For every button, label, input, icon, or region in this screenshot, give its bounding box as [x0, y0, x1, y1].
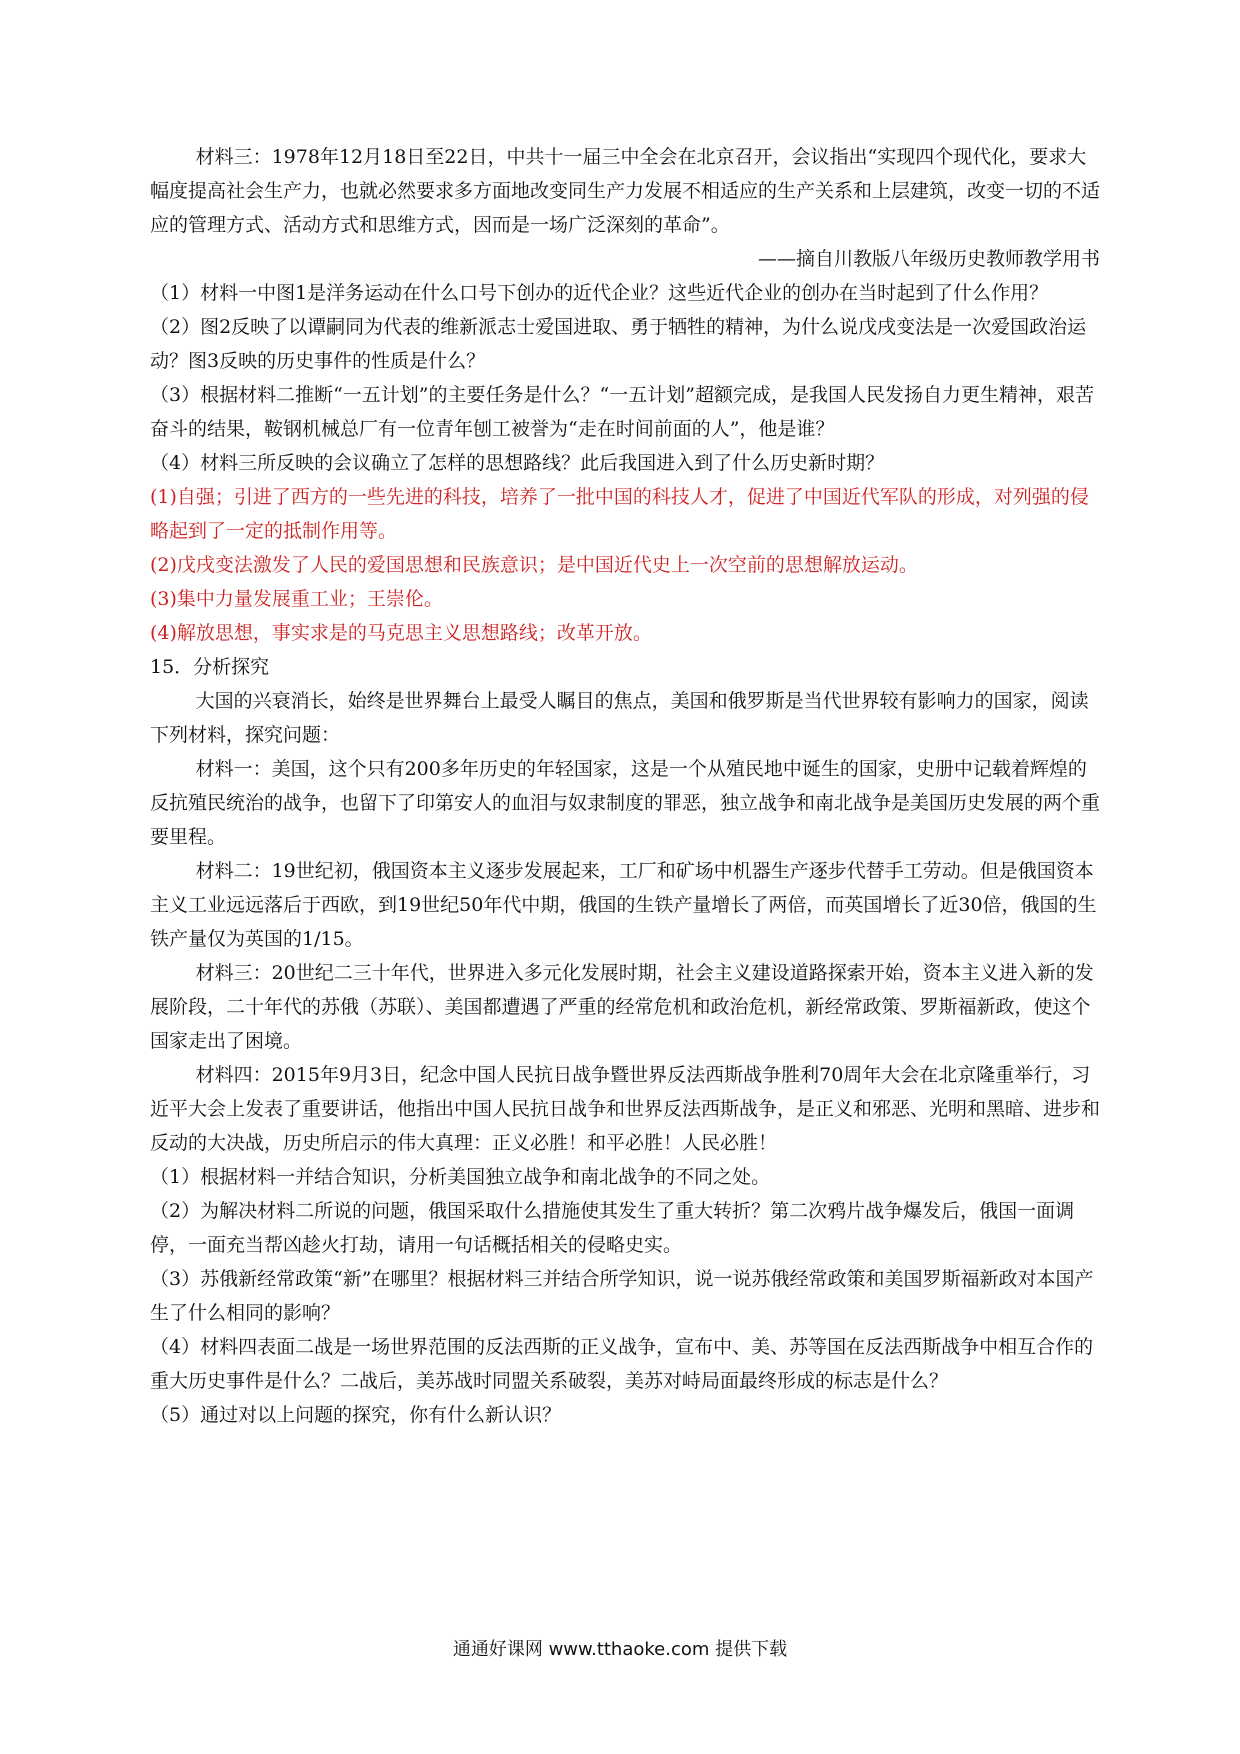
question-15-intro: 大国的兴衰消长，始终是世界舞台上最受人瞩目的焦点，美国和俄罗斯是当代世界较有影响力的国家，阅读下列材料，探究问题： — [150, 690, 1089, 746]
answer-14-1: (1)自强；引进了西方的一些先进的科技，培养了一批中国的科技人才，促进了中国近代军队的形成，对列强的侵略起到了一定的抵制作用等。 — [150, 486, 1089, 542]
material3-source: ——摘自川教版八年级历史教师教学用书 — [757, 248, 1100, 270]
question-15-3: （3）苏俄新经常政策“新”在哪里？根据材料三并结合所学知识，说一说苏俄经常政策和美国罗斯福新政对本国产生了什么相同的影响？ — [150, 1268, 1094, 1324]
page-footer: 通通好课网 www.tthaoke.com 提供下载 — [452, 1639, 788, 1660]
material-15-1: 材料一：美国，这个只有200多年历史的年轻国家，这是一个从殖民地中诞生的国家，史册中记载着辉煌的反抗殖民统治的战争，也留下了印第安人的血泪与奴隶制度的罪恶，独立战争和南北战争是美国历史发展的两个重要里程。 — [150, 758, 1101, 848]
question-14-3: （3）根据材料二推断“一五计划”的主要任务是什么？“一五计划”超额完成，是我国人民发扬自力更生精神，艰苦奋斗的结果，鞍钢机械总厂有一位青年刨工被誉为“走在时间前面的人”，他是谁？ — [150, 384, 1094, 440]
material-15-2: 材料二：19世纪初，俄国资本主义逐步发展起来，工厂和矿场中机器生产逐步代替手工劳动。但是俄国资本主义工业远远落后于西欧，到19世纪50年代中期，俄国的生铁产量增长了两倍，而英国增长了近30倍，俄国的生铁产量仅为英国的1/15。 — [150, 860, 1097, 950]
material-15-3: 材料三：20世纪二三十年代，世界进入多元化发展时期，社会主义建设道路探索开始，资本主义进入新的发展阶段，二十年代的苏俄（苏联）、美国都遭遇了严重的经常危机和政治危机，新经常政策、罗斯福新政，使这个国家走出了困境。 — [150, 962, 1094, 1052]
question-15-5: （5）通过对以上问题的探究，你有什么新认识？ — [150, 1404, 562, 1426]
material-15-4: 材料四：2015年9月3日，纪念中国人民抗日战争暨世界反法西斯战争胜利70周年大会在北京隆重举行，习近平大会上发表了重要讲话，他指出中国人民抗日战争和世界反法西斯战争，是正义和邪恶、光明和黑暗、进步和反动的大决战，历史所启示的伟大真理：正义必胜！和平必胜！人民必胜！ — [150, 1064, 1101, 1154]
answer-14-4: (4)解放思想，事实求是的马克思主义思想路线；改革开放。 — [150, 622, 652, 644]
question-15-title: 15．分析探究 — [150, 656, 270, 678]
document-body — [150, 140, 1100, 1432]
question-15-2: （2）为解决材料二所说的问题，俄国采取什么措施使其发生了重大转折？第二次鸦片战争爆发后，俄国一面调停，一面充当帮凶趁火打劫，请用一句话概括相关的侵略史实。 — [150, 1200, 1075, 1256]
answer-14-2: (2)戊戌变法激发了人民的爱国思想和民族意识；是中国近代史上一次空前的思想解放运动。 — [150, 554, 918, 576]
question-15-4: （4）材料四表面二战是一场世界范围的反法西斯的正义战争，宣布中、美、苏等国在反法西斯战争中相互合作的重大历史事件是什么？二战后，美苏战时同盟关系破裂，美苏对峙局面最终形成的标志是什么？ — [150, 1336, 1094, 1392]
question-14-4: （4）材料三所反映的会议确立了怎样的思想路线？此后我国进入到了什么历史新时期？ — [150, 452, 885, 474]
question-14-1: （1）材料一中图1是洋务运动在什么口号下创办的近代企业？这些近代企业的创办在当时起到了什么作用？ — [150, 282, 1049, 304]
answer-14-3: (3)集中力量发展重工业；王崇伦。 — [150, 588, 443, 610]
question-14-2: （2）图2反映了以谭嗣同为代表的维新派志士爱国进取、勇于牺牲的精神，为什么说戊戌变法是一次爱国政治运动？图3反映的历史事件的性质是什么？ — [150, 316, 1087, 372]
question-15-1: （1）根据材料一并结合知识，分析美国独立战争和南北战争的不同之处。 — [150, 1166, 771, 1188]
material3-paragraph: 材料三：1978年12月18日至22日，中共十一届三中全会在北京召开，会议指出“实现四个现代化，要求大幅度提高社会生产力，也就必然要求多方面地改变同生产力发展不相适应的生产关系和上层建筑，改变一切的不适应的管理方式、活动方式和思维方式，因而是一场广泛深刻的革命”。 — [150, 146, 1101, 236]
